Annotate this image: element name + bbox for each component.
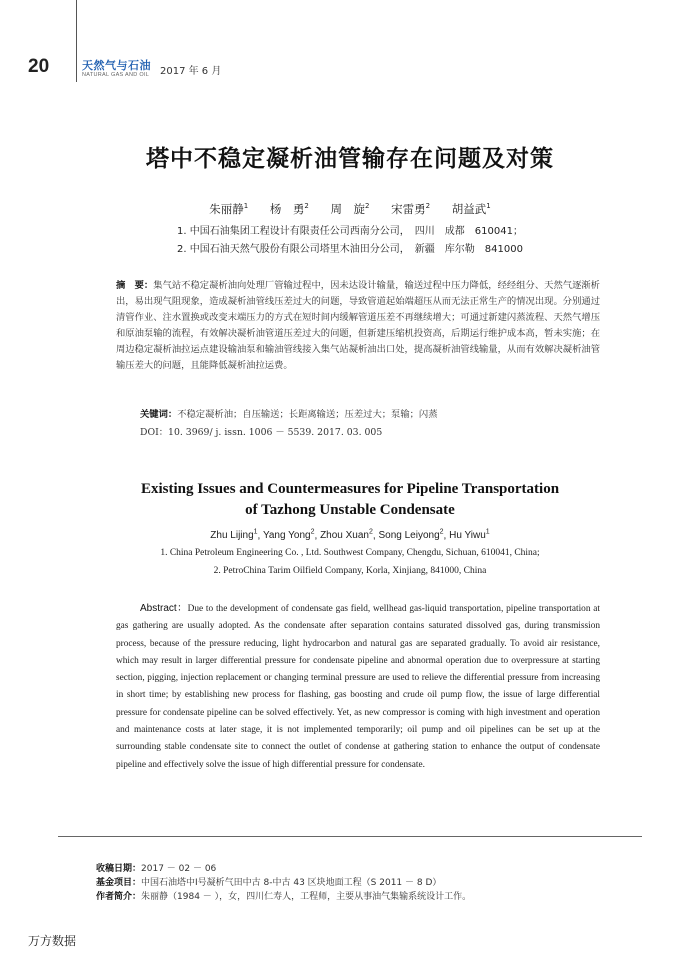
header-divider bbox=[76, 0, 77, 82]
wanfang-watermark: 万方数据 bbox=[28, 934, 77, 948]
footer-divider bbox=[58, 836, 642, 837]
author-cn: 朱丽静$^1$ bbox=[209, 202, 249, 216]
abstract-cn-label: 摘 要： bbox=[116, 280, 154, 291]
author-bio: 作者简介：朱丽静（1984 － ），女，四川仁寿人，工程师，主要从事油气集输系统设计工作。 bbox=[96, 892, 472, 902]
abstract-en bbox=[116, 600, 600, 774]
abstract-cn-text: 集气站不稳定凝析油向处理厂管输过程中，因未达设计输量，输送过程中压力降低，经经组分、天然气逐渐析出，易出现气阻现象，造成凝析油管线压差过大的问题，导致管道起始端超压从而无法正常生产的情况出现。分别通过清管作业、注水置换或改变末端压力的方式在短时间内缓解管道压差不再继续增大；可通过新建闪蒸流程、天然气增压和原油泵输的流程，有效解决凝析油管道压差过大的问题，但新建压缩机投资高，后期运行维护成本高，暂未实施；在周边稳定凝析油拉运点建设输油泵和输油管线接入集气站凝析油出口处，提高凝析油管线输量，从而有效解决凝析油管输压差大的问题，且能降低凝析油拉运费。 bbox=[116, 280, 600, 371]
author-cn: 宋雷勇$^2$ bbox=[391, 202, 431, 216]
author-cn: 胡益武$^1$ bbox=[451, 202, 491, 216]
author-en: Hu Yiwu$^1$ bbox=[449, 529, 490, 542]
affiliation-en-1: 1. China Petroleum Engineering Co. , Ltd. Southwest Company, Chengdu, Sichuan, 610041, China; bbox=[160, 548, 540, 558]
affiliation-cn-1: 1. 中国石油集团工程设计有限责任公司西南分公司， 四川 成都 610041； bbox=[177, 226, 523, 237]
abstract-cn bbox=[116, 278, 600, 374]
author-en: Yang Yong$^2$ bbox=[262, 529, 315, 542]
abstract-en-text: Due to the development of condensate gas field, wellhead gas-liquid transportation, pipeline transportation at gas gathering are usually adopted. As the condensate after separation contains saturated dissolved gas, during transmission process, because of the pressure reducing, light hydrocarbon and natural gas are separated gradually. To avoid air resistance, which may result in larger differential pressure for condensate pipeline and abnormal operation due to overpressure at starting section, pigging, injection replacement or changing terminal pressure are used to relieve the differential pressure from increasing in short time; by establishing new process for flashing, gas boosting and crude oil pump flow, the issue of large differential pressure for condensate pipeline can be solved effectively. Yet, as new compressor is coming with high investment and operation and maintenance costs at later stage, it is not implemented temporarily; oil pump and oil pipelines can be set up at the surrounding stable condensate site to connect the outlet of condense at gathering station to enhance the output of condensate pipeline and effectively solve the issue of high differential pressure for condensate. bbox=[116, 604, 600, 770]
abstract-en-label: Abstract： bbox=[140, 603, 188, 614]
author-cn: 周 旋$^2$ bbox=[330, 202, 370, 216]
paper-title-en bbox=[0, 479, 700, 521]
issue-date: 2017 年 6 月 bbox=[160, 66, 222, 77]
affiliation-cn-2: 2. 中国石油天然气股份有限公司塔里木油田分公司， 新疆 库尔勒 841000 bbox=[177, 244, 523, 255]
author-list-cn bbox=[0, 201, 700, 217]
paper-title-en-line-1: Existing Issues and Countermeasures for Pipeline Transportation bbox=[140, 481, 560, 497]
keywords-cn bbox=[140, 406, 438, 420]
paper-title-cn: 塔中不稳定凝析油管输存在问题及对策 bbox=[146, 145, 554, 172]
journal-name-en: NATURAL GAS AND OIL bbox=[82, 72, 150, 78]
paper-title-en-line-2: of Tazhong Unstable Condensate bbox=[245, 502, 455, 518]
received-date: 收稿日期：2017 － 02 － 06 bbox=[96, 864, 217, 874]
fund-project: 基金项目：中国石油塔中Ⅰ号凝析气田中古 8-中古 43 区块地面工程（S 2011 － 8 D） bbox=[96, 878, 442, 888]
keywords-cn-label: 关键词： bbox=[140, 409, 178, 420]
footnote-block bbox=[96, 862, 471, 904]
author-en: Zhu Lijing$^1$ bbox=[210, 529, 258, 542]
author-list-en: Zhu Lijing$^1$, Yang Yong$^2$, Zhou Xuan$^2$, Song Leiyong$^2$, Hu Yiwu$^1$ bbox=[210, 529, 490, 542]
author-cn: 杨 勇$^2$ bbox=[269, 202, 309, 216]
journal-name-cn: 天然气与石油 bbox=[82, 59, 151, 72]
author-en: Zhou Xuan$^2$ bbox=[320, 529, 373, 542]
keywords-cn-text: 不稳定凝析油；自压输送；长距离输送；压差过大；泵输；闪蒸 bbox=[177, 409, 438, 420]
page-number: 20 bbox=[28, 56, 50, 77]
author-en: Song Leiyong$^2$ bbox=[378, 529, 444, 542]
doi: DOI：10. 3969/ j. issn. 1006 － 5539. 2017. 03. 005 bbox=[140, 427, 383, 438]
affiliation-en-2: 2. PetroChina Tarim Oilfield Company, Korla, Xinjiang, 841000, China bbox=[213, 566, 487, 576]
